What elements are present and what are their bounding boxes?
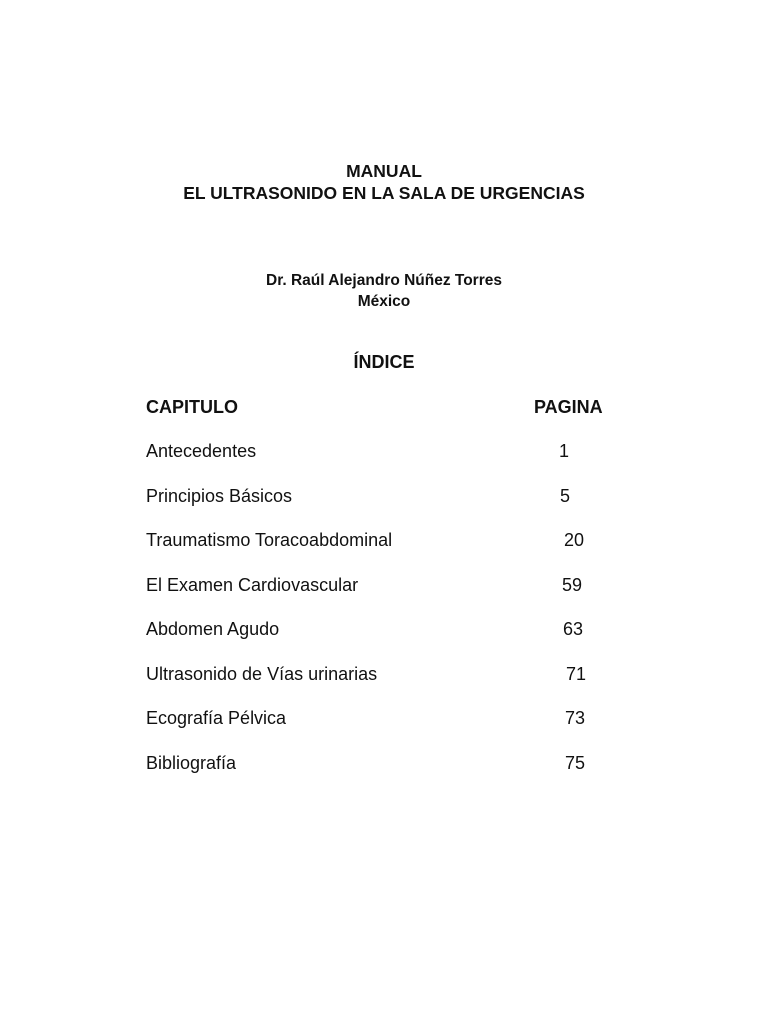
chapter-column-header: CAPITULO [146, 397, 238, 417]
toc-entry-title: Principios Básicos [146, 486, 293, 506]
toc-entry-page: 59 [562, 575, 583, 595]
toc-entry-page: 63 [563, 619, 584, 639]
toc-entry [0, 573, 768, 597]
toc-entry [0, 484, 768, 508]
toc-entry [0, 617, 768, 641]
toc-entry-title: El Examen Cardiovascular [146, 575, 359, 595]
author-name: Dr. Raúl Alejandro Núñez Torres [266, 272, 502, 289]
toc-entry-page: 20 [564, 530, 585, 550]
toc-entry [0, 751, 768, 775]
index-heading: ÍNDICE [353, 352, 415, 372]
author-location: México [357, 293, 411, 310]
toc-entry [0, 528, 768, 552]
toc-entry-page: 71 [566, 664, 587, 684]
toc-entry-title: Bibliografía [146, 753, 237, 773]
toc-entry-title: Abdomen Agudo [146, 619, 280, 639]
toc-entry-title: Ecografía Pélvica [146, 708, 287, 728]
page-column-header: PAGINA [534, 397, 603, 417]
toc-entry-page: 1 [559, 441, 570, 461]
toc-entry-page: 75 [565, 753, 586, 773]
toc-entry-title: Antecedentes [146, 441, 257, 461]
toc-entry [0, 662, 768, 686]
title-line-1: MANUAL [346, 161, 422, 181]
author-block [0, 270, 768, 312]
toc-entry-page: 73 [565, 708, 586, 728]
title-line-2: EL ULTRASONIDO EN LA SALA DE URGENCIAS [183, 183, 585, 203]
toc-entry-page: 5 [560, 486, 571, 506]
toc-entry [0, 439, 768, 463]
toc-entry-title: Ultrasonido de Vías urinarias [146, 664, 378, 684]
toc-entry-title: Traumatismo Toracoabdominal [146, 530, 393, 550]
toc-entry [0, 706, 768, 730]
document-title [0, 160, 768, 204]
